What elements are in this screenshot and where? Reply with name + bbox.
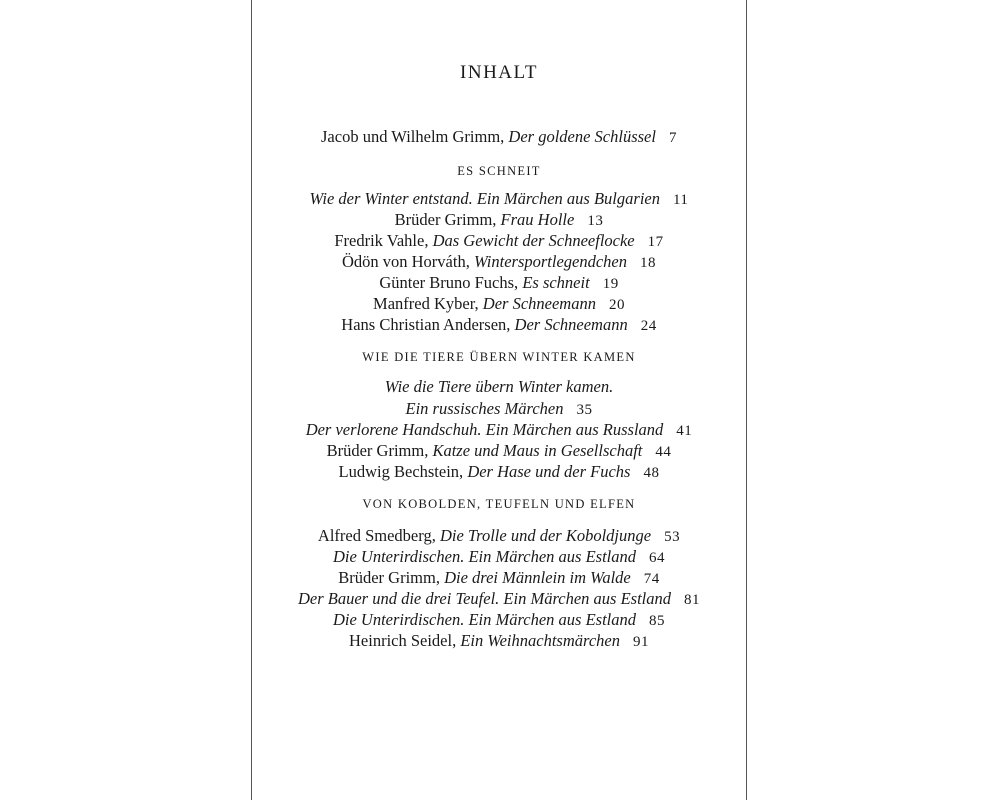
entry-work: Der goldene Schlüssel: [508, 127, 656, 146]
book-page: [251, 0, 747, 800]
entry-work: Die Trolle und der Koboldjunge: [439, 526, 652, 545]
toc-entry: [252, 568, 746, 588]
entry-author: Brüder Grimm,: [326, 441, 433, 460]
entry-work: Ein Weihnachtsmärchen: [460, 631, 620, 650]
entry-work: Die Unterirdischen. Ein Märchen aus Estland: [332, 547, 637, 566]
entry-page: 35: [576, 402, 593, 418]
entry-work: Der verlorene Handschuh. Ein Märchen aus Russland: [305, 420, 664, 439]
entry-page: 85: [649, 613, 666, 629]
entry-page: 41: [676, 423, 693, 439]
toc-entry: [252, 441, 746, 461]
toc-entry: [252, 127, 746, 147]
toc-entry: [252, 589, 746, 609]
entry-page: 91: [632, 634, 649, 650]
toc-entry: [252, 547, 746, 567]
entry-author: Jacob und Wilhelm Grimm,: [321, 127, 509, 146]
entry-author: Heinrich Seidel,: [349, 631, 461, 650]
entry-page: 64: [649, 550, 666, 566]
entry-work: Katze und Maus in Gesellschaft: [432, 441, 643, 460]
entry-author: Alfred Smedberg,: [317, 526, 440, 545]
toc-entry: [252, 420, 746, 440]
entry-page: 81: [684, 592, 701, 608]
entry-work: Wie die Tiere übern Winter kamen.: [384, 377, 614, 396]
entry-author: Günter Bruno Fuchs,: [379, 273, 523, 292]
entry-page: 20: [608, 297, 625, 313]
entry-work: Das Gewicht der Schneeflocke: [432, 231, 635, 250]
entry-work: Ein russisches Märchen: [405, 399, 564, 418]
entry-work: Wintersportlegendchen: [473, 252, 628, 271]
toc-entry: [252, 610, 746, 630]
toc-entry: [252, 315, 746, 335]
entry-author: Brüder Grimm,: [338, 568, 445, 587]
section-heading: ES SCHNEIT: [457, 164, 541, 178]
entry-author: Fredrik Vahle,: [334, 231, 433, 250]
page-title: INHALT: [460, 62, 538, 83]
section-heading: VON KOBOLDEN, TEUFELN UND ELFEN: [362, 497, 636, 511]
entry-page: 19: [602, 276, 619, 292]
toc-entry: [252, 294, 746, 314]
entry-page: 53: [664, 529, 681, 545]
entry-page: 13: [587, 213, 604, 229]
section-heading: WIE DIE TIERE ÜBERN WINTER KAMEN: [362, 350, 636, 364]
entry-page: 17: [647, 234, 664, 250]
entry-page: 74: [643, 571, 660, 587]
toc-entry: [252, 210, 746, 230]
entry-page: 11: [672, 192, 689, 208]
entry-work: Wie der Winter entstand. Ein Märchen aus Bulgarien: [309, 189, 660, 208]
toc-entry: [252, 189, 746, 209]
toc-entry: [252, 252, 746, 272]
entry-page: 24: [640, 318, 657, 334]
entry-work: Der Hase und der Fuchs: [467, 462, 631, 481]
toc-entry: [252, 462, 746, 482]
entry-work: Es schneit: [522, 273, 590, 292]
entry-page: 48: [643, 465, 660, 481]
toc-entry: [252, 631, 746, 651]
entry-page: 44: [655, 444, 672, 460]
entry-work: Die Unterirdischen. Ein Märchen aus Estland: [332, 610, 637, 629]
entry-page: 18: [640, 255, 657, 271]
entry-work: Frau Holle: [500, 210, 575, 229]
entry-author: Manfred Kyber,: [373, 294, 483, 313]
entry-work: Der Schneemann: [514, 315, 628, 334]
entry-work: Die drei Männlein im Walde: [444, 568, 631, 587]
entry-author: Ödön von Horváth,: [341, 252, 474, 271]
entry-work: Der Bauer und die drei Teufel. Ein Märchen aus Estland: [297, 589, 672, 608]
toc-entry: [252, 231, 746, 251]
toc-entry: [252, 526, 746, 546]
entry-page: 7: [668, 130, 677, 146]
toc-entry: [252, 273, 746, 293]
toc-entry: [252, 377, 746, 397]
entry-author: Ludwig Bechstein,: [338, 462, 468, 481]
entry-work: Der Schneemann: [482, 294, 596, 313]
entry-author: Brüder Grimm,: [394, 210, 501, 229]
toc-entry: [252, 399, 746, 419]
entry-author: Hans Christian Andersen,: [341, 315, 515, 334]
